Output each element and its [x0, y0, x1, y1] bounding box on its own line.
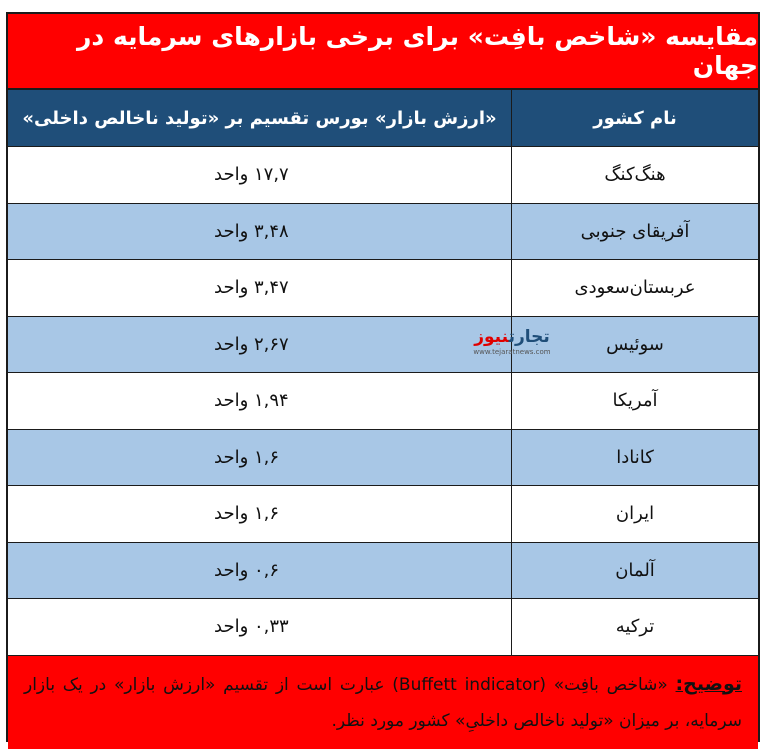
table-body [8, 147, 758, 656]
country-cell: ترکیه [511, 599, 758, 655]
table-row [8, 204, 758, 261]
page-title: مقایسه «شاخص بافِت» برای برخی بازارهای سرمایه در جهان [8, 14, 758, 90]
table-row [8, 599, 758, 656]
country-cell: آلمان [511, 543, 758, 599]
footnote-text: «شاخص بافِت» (Buffett indicator) عبارت است از تقسیم «ارزش بازار» در یک بازار سرمایه، بر میزان «تولید ناخالص داخلیِ» کشور مورد نظر. [24, 674, 742, 731]
value-cell: ۳,۴۷ واحد [214, 277, 289, 299]
header-country: نام کشور [511, 90, 758, 146]
value-cell: ۱,۶ واحد [214, 503, 280, 525]
country-cell: ایران [511, 486, 758, 542]
value-cell: ۰,۶ واحد [214, 559, 280, 581]
value-cell: ۱,۶ واحد [214, 446, 280, 468]
watermark-logo [462, 327, 562, 367]
value-cell: ۰,۳۳ واحد [214, 616, 289, 638]
country-cell: آفریقای جنوبی [511, 204, 758, 260]
table-row [8, 317, 758, 374]
country-cell: آمریکا [511, 373, 758, 429]
value-cell: ۱۷,۷ واحد [214, 164, 289, 186]
logo-part1: تجارت [508, 327, 550, 347]
country-cell: کانادا [511, 430, 758, 486]
logo-url: www.tejaratnews.com [473, 348, 551, 356]
table-header [8, 90, 758, 147]
logo-part2: نیوز [474, 327, 509, 347]
header-ratio: «ارزش بازار» بورس تقسیم بر «تولید ناخالص داخلی» [22, 107, 497, 129]
table-row [8, 373, 758, 430]
table-row [8, 260, 758, 317]
value-cell: ۳,۴۸ واحد [214, 220, 289, 242]
country-cell: هنگ‌کنگ [511, 147, 758, 203]
table-row [8, 543, 758, 600]
table-row [8, 147, 758, 204]
country-cell: سوئیس [511, 317, 758, 373]
value-cell: ۱,۹۴ واحد [214, 390, 289, 412]
table-frame [6, 12, 760, 742]
footnote-label: توضیح: [675, 672, 742, 695]
footnote [8, 656, 758, 749]
table-row [8, 486, 758, 543]
country-cell: عربستان‌سعودی [511, 260, 758, 316]
value-cell: ۲,۶۷ واحد [214, 333, 289, 355]
table-row [8, 430, 758, 487]
